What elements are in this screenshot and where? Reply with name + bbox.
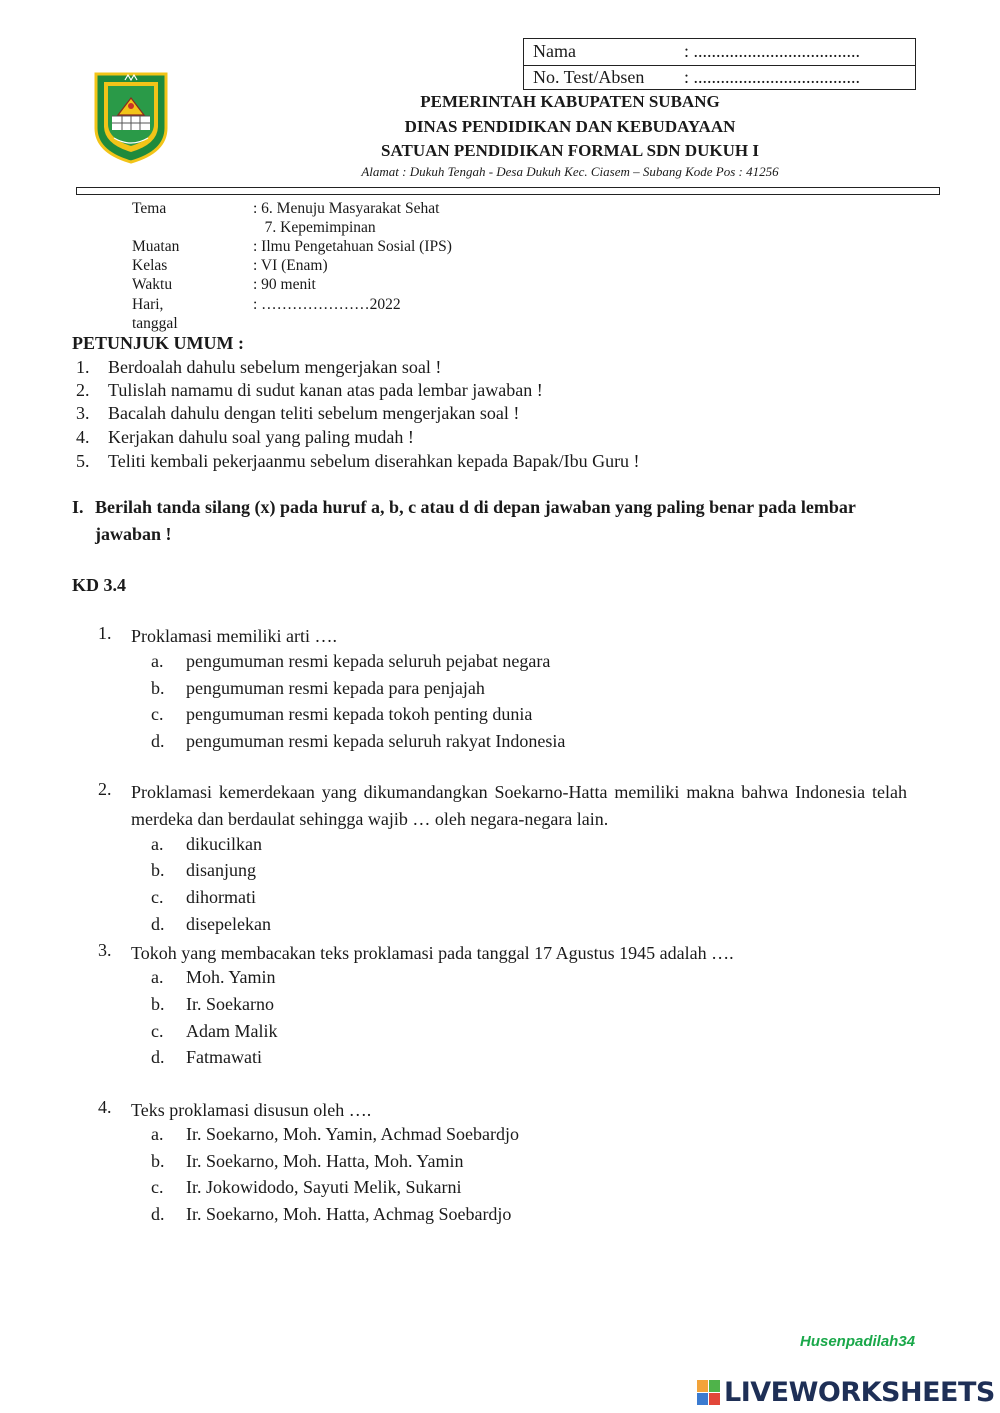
liveworksheets-brand[interactable]: LIVEWORKSHEETS: [724, 1377, 995, 1408]
instruction-text: Kerjakan dahulu soal yang paling mudah !: [108, 427, 414, 447]
header-line-2: DINAS PENDIDIKAN DAN KEBUDAYAAN: [404, 117, 736, 136]
option-letter: d.: [151, 914, 165, 934]
info-key: Waktu: [132, 276, 173, 293]
instruction-number: 2.: [76, 380, 90, 400]
question-text: Tokoh yang membacakan teks proklamasi pada tanggal 17 Agustus 1945 adalah ….: [131, 943, 734, 963]
question-number: 3.: [98, 940, 112, 960]
option-text: Adam Malik: [186, 1021, 278, 1041]
option-letter: b.: [151, 1151, 165, 1171]
info-key: Muatan: [132, 238, 180, 255]
name-box: [523, 38, 916, 90]
header-line-1: PEMERINTAH KABUPATEN SUBANG: [420, 92, 720, 111]
option-text: disepelekan: [186, 914, 271, 934]
section-number: I.: [72, 497, 84, 517]
instructions-title: PETUNJUK UMUM :: [72, 333, 244, 353]
option-letter: a.: [151, 651, 164, 671]
name-label: Nama: [533, 41, 576, 61]
info-value: : VI (Enam): [253, 257, 328, 274]
option-text: Moh. Yamin: [186, 967, 276, 987]
header-divider: [76, 187, 940, 195]
name-field[interactable]: : .....................................: [684, 41, 861, 61]
option-letter: a.: [151, 967, 164, 987]
question-number: 2.: [98, 779, 112, 799]
option-text: Ir. Soekarno, Moh. Yamin, Achmad Soebardjo: [186, 1124, 519, 1144]
header-address: Alamat : Dukuh Tengah - Desa Dukuh Kec. Ciasem – Subang Kode Pos : 41256: [361, 164, 779, 179]
instruction-text: Bacalah dahulu dengan teliti sebelum mengerjakan soal !: [108, 403, 520, 423]
option-letter: c.: [151, 704, 164, 724]
option-letter: a.: [151, 1124, 164, 1144]
test-absen-row[interactable]: [524, 65, 915, 91]
option-text: dikucilkan: [186, 834, 262, 854]
info-key: Hari, tanggal: [132, 296, 178, 332]
option-text: pengumuman resmi kepada seluruh rakyat Indonesia: [186, 731, 566, 751]
instruction-number: 1.: [76, 357, 90, 377]
info-value: : 90 menit: [253, 276, 316, 293]
question-text: Teks proklamasi disusun oleh ….: [131, 1100, 372, 1120]
option-text: disanjung: [186, 860, 256, 880]
option-text: pengumuman resmi kepada para penjajah: [186, 678, 485, 698]
question-text: Proklamasi kemerdekaan yang dikumandangkan Soekarno-Hatta memiliki makna bahwa Indonesia telah merdeka dan berdaulat sehingga wajib … oleh negara-negara lain.: [131, 782, 907, 829]
subang-regency-logo: [92, 68, 170, 164]
option-text: dihormati: [186, 887, 256, 907]
test-absen-label: No. Test/Absen: [533, 67, 645, 87]
instruction-text: Tulislah namamu di sudut kanan atas pada lembar jawaban !: [108, 380, 543, 400]
option-text: Ir. Soekarno, Moh. Hatta, Moh. Yamin: [186, 1151, 464, 1171]
option-letter: c.: [151, 887, 164, 907]
option-letter: b.: [151, 860, 165, 880]
instruction-number: 5.: [76, 451, 90, 471]
option-letter: d.: [151, 1204, 165, 1224]
header-line-3: SATUAN PENDIDIKAN FORMAL SDN DUKUH I: [381, 141, 759, 160]
instruction-text: Berdoalah dahulu sebelum mengerjakan soal !: [108, 357, 442, 377]
question-text: Proklamasi memiliki arti ….: [131, 626, 337, 646]
info-key: Kelas: [132, 257, 168, 274]
option-text: pengumuman resmi kepada tokoh penting dunia: [186, 704, 533, 724]
info-value: 7. Kepemimpinan: [253, 219, 376, 236]
option-letter: c.: [151, 1177, 164, 1197]
option-text: Fatmawati: [186, 1047, 262, 1067]
info-value: : Ilmu Pengetahuan Sosial (IPS): [253, 238, 452, 255]
option-letter: d.: [151, 1047, 165, 1067]
instruction-number: 4.: [76, 427, 90, 447]
option-text: Ir. Soekarno, Moh. Hatta, Achmag Soebardjo: [186, 1204, 512, 1224]
instruction-number: 3.: [76, 403, 90, 423]
option-letter: d.: [151, 731, 165, 751]
section-text: Berilah tanda silang (x) pada huruf a, b, c atau d di depan jawaban yang paling benar pada lembar jawaban !: [95, 497, 856, 544]
name-row[interactable]: [524, 39, 915, 66]
option-text: pengumuman resmi kepada seluruh pejabat negara: [186, 651, 551, 671]
info-value: : 6. Menuju Masyarakat Sehat: [253, 200, 440, 217]
option-text: Ir. Soekarno: [186, 994, 274, 1014]
instruction-text: Teliti kembali pekerjaanmu sebelum diserahkan kepada Bapak/Ibu Guru !: [108, 451, 640, 471]
option-text: Ir. Jokowidodo, Sayuti Melik, Sukarni: [186, 1177, 462, 1197]
info-value: : …………………2022: [253, 296, 401, 313]
option-letter: b.: [151, 678, 165, 698]
test-absen-field[interactable]: : .....................................: [684, 67, 861, 87]
liveworksheets-logo-icon: [697, 1380, 721, 1406]
option-letter: c.: [151, 1021, 164, 1041]
option-letter: b.: [151, 994, 165, 1014]
option-letter: a.: [151, 834, 164, 854]
author-watermark: Husenpadilah34: [800, 1333, 916, 1350]
question-number: 1.: [98, 623, 112, 643]
question-number: 4.: [98, 1097, 112, 1117]
kd-heading: KD 3.4: [72, 575, 126, 595]
info-key: Tema: [132, 200, 167, 217]
